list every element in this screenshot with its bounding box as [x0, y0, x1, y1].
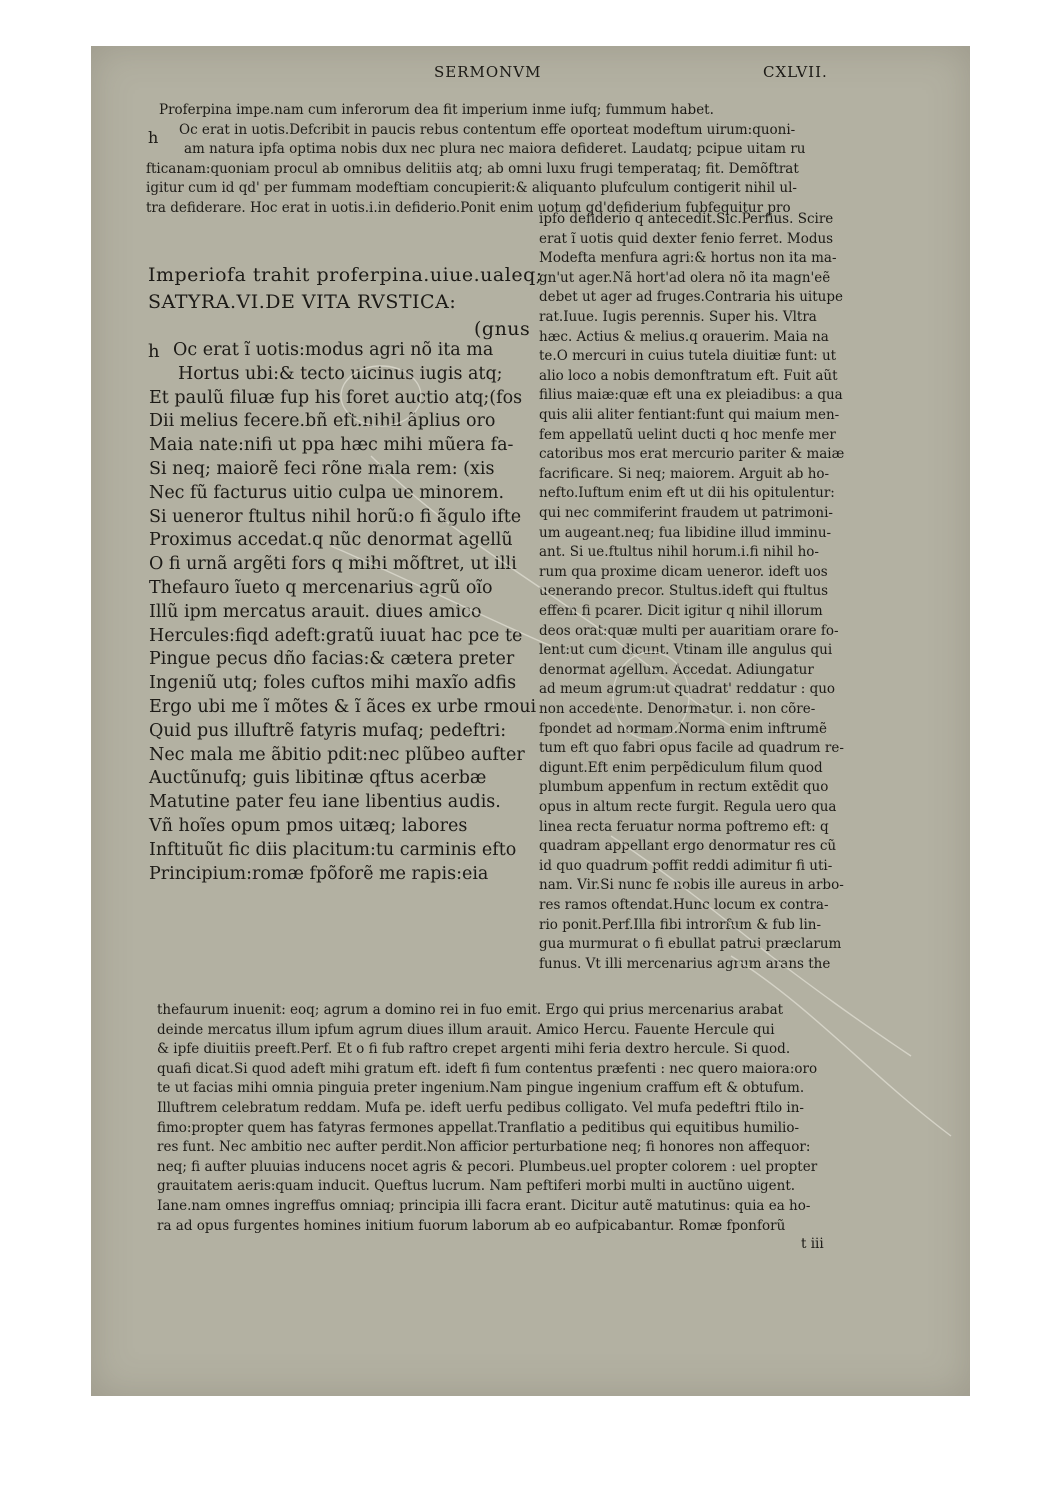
book-page — [91, 46, 970, 1396]
commentary-line: te ut facias mihi omnia pinguia preter ingenium.Nam pingue ingenium craffum eft & obtufum. — [157, 1080, 805, 1097]
commentary-line: uenerando precor. Stultus.ideft qui ftultus — [539, 583, 829, 600]
commentary-line: erat ĩ uotis quid dexter fenio ferret. Modus — [539, 230, 834, 247]
commentary-line: um augeant.neq; fua libidine illud imminu- — [539, 524, 832, 541]
commentary-line: ant. Si ue.ftultus nihil horum.i.fi nihil ho- — [539, 544, 819, 561]
commentary-line: gn'ut ager.Nã hort'ad olera nõ ita magn'eẽ — [539, 269, 831, 286]
commentary-line: id quo quadrum poffit reddi adimitur fi uti- — [539, 857, 833, 874]
commentary-line: gua murmurat o fi ebullat patrui præclarum — [539, 936, 842, 953]
commentary-line: fimo:propter quem has fatyras fermones appellat.Tranflatio a peditibus qui equitibus humilio- — [157, 1119, 800, 1136]
commentary-line: thefaurum inuenit: eoq; agrum a domino rei in fuo emit. Ergo qui prius mercenarius arabat — [157, 1002, 784, 1018]
commentary-line: ipfo defiderio q antecedit.Sic.Perfius. Scire — [539, 211, 834, 227]
commentary-line: tum eft quo fabri opus facile ad quadrum re- — [539, 740, 844, 757]
commentary-line: te.O mercuri in cuius tutela diuitiæ funt: ut — [539, 348, 837, 365]
commentary-line: filius maiæ:quæ eft una ex pleiadibus: a qua — [539, 387, 843, 404]
commentary-line: res ramos oftendat.Hunc locum ex contra- — [539, 897, 829, 913]
commentary-line: quafi dicat.Si quod adeft mihi gratum eft. ideft fi fum contentus præfenti : nec quero maiora:oro — [157, 1060, 818, 1077]
verse-line: Dii melius fecere.bñ eft.nihil ãplius oro — [149, 411, 496, 432]
commentary-line: Modefta menfura agri:& hortus non ita ma- — [539, 250, 837, 267]
running-title: SERMONVM — [434, 63, 542, 81]
commentary-line: digunt.Eft enim perpẽdiculum filum quod — [539, 759, 823, 776]
verse-line: Illũ ipm mercatus arauit. diues amico — [149, 601, 482, 622]
commentary-line: nefto.Iuftum enim eft ut dii his opitulentur: — [539, 485, 835, 502]
commentary-line: opus in altum recte furgit. Regula uero qua — [539, 799, 837, 815]
verse-intro-line: Imperiofa trahit proferpina.uiue.ualeq; — [148, 264, 543, 286]
commentary-line: hæc. Actius & melius.q orauerim. Maia na — [539, 328, 829, 345]
commentary-line: quis alii aliter fentiant:funt qui maium men- — [539, 407, 840, 423]
verse-line: Hercules:fiqd adeft:gratũ iuuat hac pce te — [149, 625, 523, 646]
verse-line: Pingue pecus dño facias:& cætera preter — [149, 649, 515, 670]
verse-line: Ingeniũ utq; foles cuftos mihi maxĩo adfis — [149, 673, 517, 694]
commentary-line: fticanam:quoniam procul ab omnibus delitiis atq; ab omni luxu frugi temperataq; fit. Demõftrat — [146, 160, 799, 177]
commentary-line: nam. Vir.Si nunc fe nobis ille aureus in arbo- — [539, 877, 844, 894]
commentary-line: fem appellatũ uelint ducti q hoc menfe mer — [539, 426, 836, 443]
commentary-line: alio loco a nobis demonftratum eft. Fuit aũt — [539, 367, 838, 384]
signature-mark: t iii — [801, 1236, 824, 1252]
commentary-line: Oc erat in uotis.Defcribit in paucis rebus contentum effe oporteat modeftum uirum:quoni- — [179, 121, 796, 138]
commentary-line: ra ad opus furgentes homines initium fuorum laborum ab eo aufpicabantur. Romæ fponforũ — [157, 1217, 786, 1234]
commentary-line: quadram appellant ergo denormatur res cũ — [539, 838, 837, 855]
verse-intro-line: (gnus — [474, 318, 531, 340]
commentary-line: am natura ipfa optima nobis dux nec plura nec maiora defideret. Laudatq; pcipue uitam ru — [184, 141, 806, 158]
commentary-line: plumbum appenfum in rectum extẽdit quo — [539, 779, 829, 796]
commentary-line: rum qua proxime dicam ueneror. ideft uos — [539, 563, 828, 580]
commentary-line: debet ut ager ad fruges.Contraria his uitupe — [539, 289, 843, 306]
commentary-line: non accedente. Denormatur. i. non cõre- — [539, 701, 816, 717]
verse-intro-line: SATYRA.VI.DE VITA RVSTICA: — [148, 291, 457, 313]
commentary-line: denormat agellum. Accedat. Adiungatur — [539, 661, 814, 678]
commentary-line: Iane.nam omnes ingreffus omniaq; principia illi facra erant. Dicitur autẽ matutinus: quia ea ho- — [157, 1198, 811, 1214]
verse-line: Thefauro ĩueto q mercenarius agrũ oĩo — [149, 578, 493, 598]
verse-line: Nec mala me ãbitio pdit:nec plũbeo aufter — [149, 744, 525, 765]
commentary-line: lent:ut cum dicunt. Vtinam ille angulus qui — [539, 642, 833, 659]
commentary-line: facrificare. Si neq; maiorem. Arguit ab ho- — [539, 465, 830, 482]
verse-initial: h — [148, 341, 160, 362]
commentary-line: Illuftrem celebratum reddam. Mufa pe. ideft uerfu pedibus colligato. Vel mufa pedeftri ftilo in- — [157, 1100, 804, 1116]
verse-line: Matutine pater feu iane libentius audis. — [149, 792, 501, 813]
commentary-line: effem fi pcarer. Dicit igitur q nihil illorum — [539, 603, 823, 619]
commentary-line: grauitatem aeris:quam inducit. Queftus lucrum. Nam peftiferi morbi multi in auctũno uigent. — [157, 1178, 796, 1195]
commentary-line: neq; fi aufter pluuias inducens nocet agris & pecori. Plumbeus.uel propter colorem : uel propter — [157, 1158, 818, 1175]
verse-line: Si neq; maiorẽ feci rõne mala rem: (xis — [149, 459, 495, 479]
verse-line: Nec fũ facturus uitio culpa ue minorem. — [149, 482, 505, 503]
commentary-line: tra defiderare. Hoc erat in uotis.i.in defiderio.Ponit enim uotum qd'defiderium fubfequitur pro — [146, 200, 791, 216]
commentary-line: catoribus mos erat mercurio pariter & maiæ — [539, 446, 845, 463]
verse-line: Inftituũt fic diis placitum:tu carminis efto — [149, 839, 517, 860]
folio-number: CXLVII. — [763, 63, 828, 81]
commentary-line: fpondet ad normam.Norma enim inftrumẽ — [539, 720, 828, 737]
commentary-line: linea recta feruatur norma poftremo eft: q — [539, 818, 829, 835]
section-letter: h — [148, 128, 159, 147]
verse-line: Principium:romæ fpõforẽ me rapis:eia — [149, 863, 489, 884]
verse-line: Hortus ubi:& tecto uicinus iugis atq; — [178, 363, 503, 384]
commentary-line: rat.Iuue. Iugis perennis. Super his. Vltra — [539, 309, 817, 325]
commentary-line: res funt. Nec ambitio nec aufter perdit.Non afficior perturbatione neq; fi honores non affequor: — [157, 1139, 811, 1156]
verse-line: Ergo ubi me ĩ mõtes & ĩ ãces ex urbe rmoui — [149, 697, 537, 717]
verse-line: Et paulũ filuæ fup his foret auctio atq;(fos — [149, 387, 523, 408]
verse-line: Oc erat ĩ uotis:modus agri nõ ita ma — [173, 340, 494, 360]
commentary-line: deos orat:quæ multi per auaritiam orare fo- — [539, 622, 839, 639]
verse-line: Proximus accedat.q nũc denormat agellũ — [149, 530, 513, 551]
commentary-line: rio ponit.Perf.Illa fibi introrfum & fub lin- — [539, 916, 822, 933]
commentary-line: igitur cum id qd' per fummam modeftiam concupierit:& aliquanto plufculum contigerit nihil ul- — [146, 180, 797, 197]
verse-line: Maia nate:nifi ut ppa hæc mihi mũera fa- — [149, 435, 514, 456]
commentary-line: Proferpina impe.nam cum inferorum dea fit imperium inme iufq; fummum habet. — [159, 102, 714, 118]
verse-line: Vñ hoĩes opum pmos uitæq; labores — [149, 816, 468, 836]
commentary-line: deinde mercatus illum ipfum agrum diues illum arauit. Amico Hercu. Fauente Hercule qui — [157, 1021, 775, 1038]
verse-line: O fi urnã argẽti fors q mihi mõftret, ut illi — [149, 554, 517, 575]
commentary-line: ad meum agrum:ut quadrat' reddatur : quo — [539, 681, 836, 698]
commentary-line: qui nec commiferint fraudem ut patrimoni- — [539, 505, 833, 521]
commentary-line: funus. Vt illi mercenarius agrum arans the — [539, 955, 831, 972]
verse-line: Si ueneror ftultus nihil horũ:o fi ãgulo ifte — [149, 506, 522, 527]
verse-line: Auctũnufq; guis libitinæ qftus acerbæ — [149, 768, 487, 789]
commentary-line: & ipfe diuitiis preeft.Perf. Et o fi fub raftro crepet argenti mihi feria dextro hercule. Si quod. — [157, 1041, 791, 1058]
verse-line: Quid pus illuftrẽ fatyris mufaq; pedeftri: — [149, 720, 507, 741]
